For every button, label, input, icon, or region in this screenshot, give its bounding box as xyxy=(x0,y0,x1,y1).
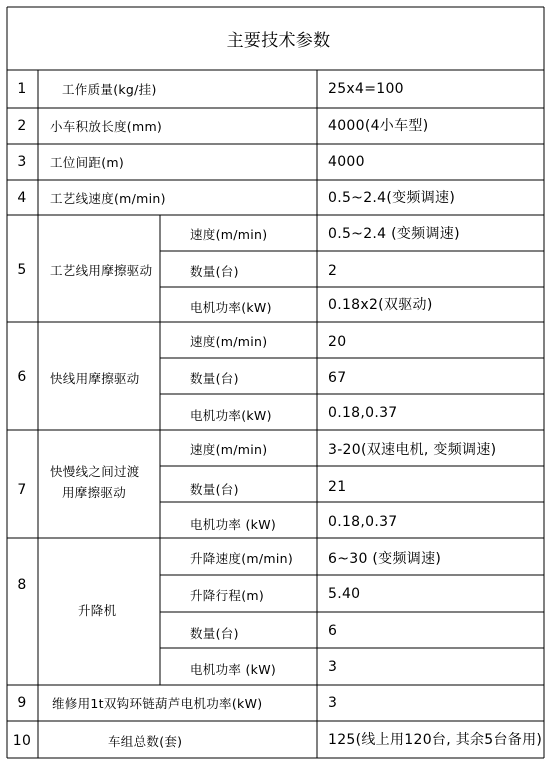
row-value: 125(线上用120台, 其余5台备用) xyxy=(328,732,543,748)
row-value: 4000(4小车型) xyxy=(328,118,429,134)
row-number: 9 xyxy=(17,695,27,711)
row-number: 7 xyxy=(17,482,27,498)
sub-value: 67 xyxy=(328,370,347,386)
sub-value: 0.5~2.4 (变频调速) xyxy=(328,226,460,242)
table-title: 主要技术参数 xyxy=(226,31,331,51)
sub-label: 速度(m/min) xyxy=(190,442,268,457)
sub-label: 数量(台) xyxy=(190,264,239,279)
sub-label: 电机功率(kW) xyxy=(190,300,272,315)
sub-value: 6 xyxy=(328,623,338,639)
row-number: 10 xyxy=(12,733,32,749)
row-number: 4 xyxy=(17,190,27,206)
row-label: 工艺线速度(m/min) xyxy=(50,191,166,206)
row-number: 2 xyxy=(17,118,27,134)
row-label-line1: 快慢线之间过渡 xyxy=(50,464,140,479)
sub-value: 2 xyxy=(328,263,338,279)
sub-value: 5.40 xyxy=(328,586,361,602)
sub-label: 速度(m/min) xyxy=(190,227,268,242)
sub-value: 20 xyxy=(328,334,347,350)
sub-label: 速度(m/min) xyxy=(190,334,268,349)
sub-label: 电机功率 (kW) xyxy=(190,662,277,677)
sub-label: 电机功率(kW) xyxy=(190,408,272,423)
sub-value: 3 xyxy=(328,659,338,675)
row-label: 小车积放长度(mm) xyxy=(50,119,163,134)
sub-value: 0.18,0.37 xyxy=(328,514,398,530)
sub-label: 数量(台) xyxy=(190,371,239,386)
row-label: 升降机 xyxy=(78,603,117,618)
sub-label: 电机功率 (kW) xyxy=(190,517,277,532)
row-number: 1 xyxy=(17,81,27,97)
row-value: 0.5~2.4(变频调速) xyxy=(328,190,456,206)
sub-value: 3-20(双速电机, 变频调速) xyxy=(328,442,497,458)
row-label: 工艺线用摩擦驱动 xyxy=(50,263,153,278)
row-label: 工位间距(m) xyxy=(50,155,125,170)
sub-label: 升降速度(m/min) xyxy=(190,551,294,566)
row-value: 3 xyxy=(328,695,338,711)
row-number: 6 xyxy=(17,369,27,385)
row-number: 5 xyxy=(17,262,27,278)
row-label: 工作质量(kg/挂) xyxy=(62,82,157,97)
sub-label: 数量(台) xyxy=(190,482,239,497)
sub-value: 0.18,0.37 xyxy=(328,405,398,421)
row-value: 25x4=100 xyxy=(328,81,404,97)
sub-label: 数量(台) xyxy=(190,626,239,641)
sub-value: 0.18x2(双驱动) xyxy=(328,297,433,313)
row-number: 3 xyxy=(17,154,27,170)
row-label-line2: 用摩擦驱动 xyxy=(62,485,127,500)
sub-value: 21 xyxy=(328,479,347,495)
row-value: 4000 xyxy=(328,154,365,170)
row-label: 快线用摩擦驱动 xyxy=(50,371,140,386)
row-label: 维修用1t双钩环链葫芦电机功率(kW) xyxy=(52,696,263,711)
sub-value: 6~30 (变频调速) xyxy=(328,551,442,567)
row-number: 8 xyxy=(17,577,27,593)
sub-label: 升降行程(m) xyxy=(190,588,265,603)
row-label: 车组总数(套) xyxy=(108,734,183,749)
